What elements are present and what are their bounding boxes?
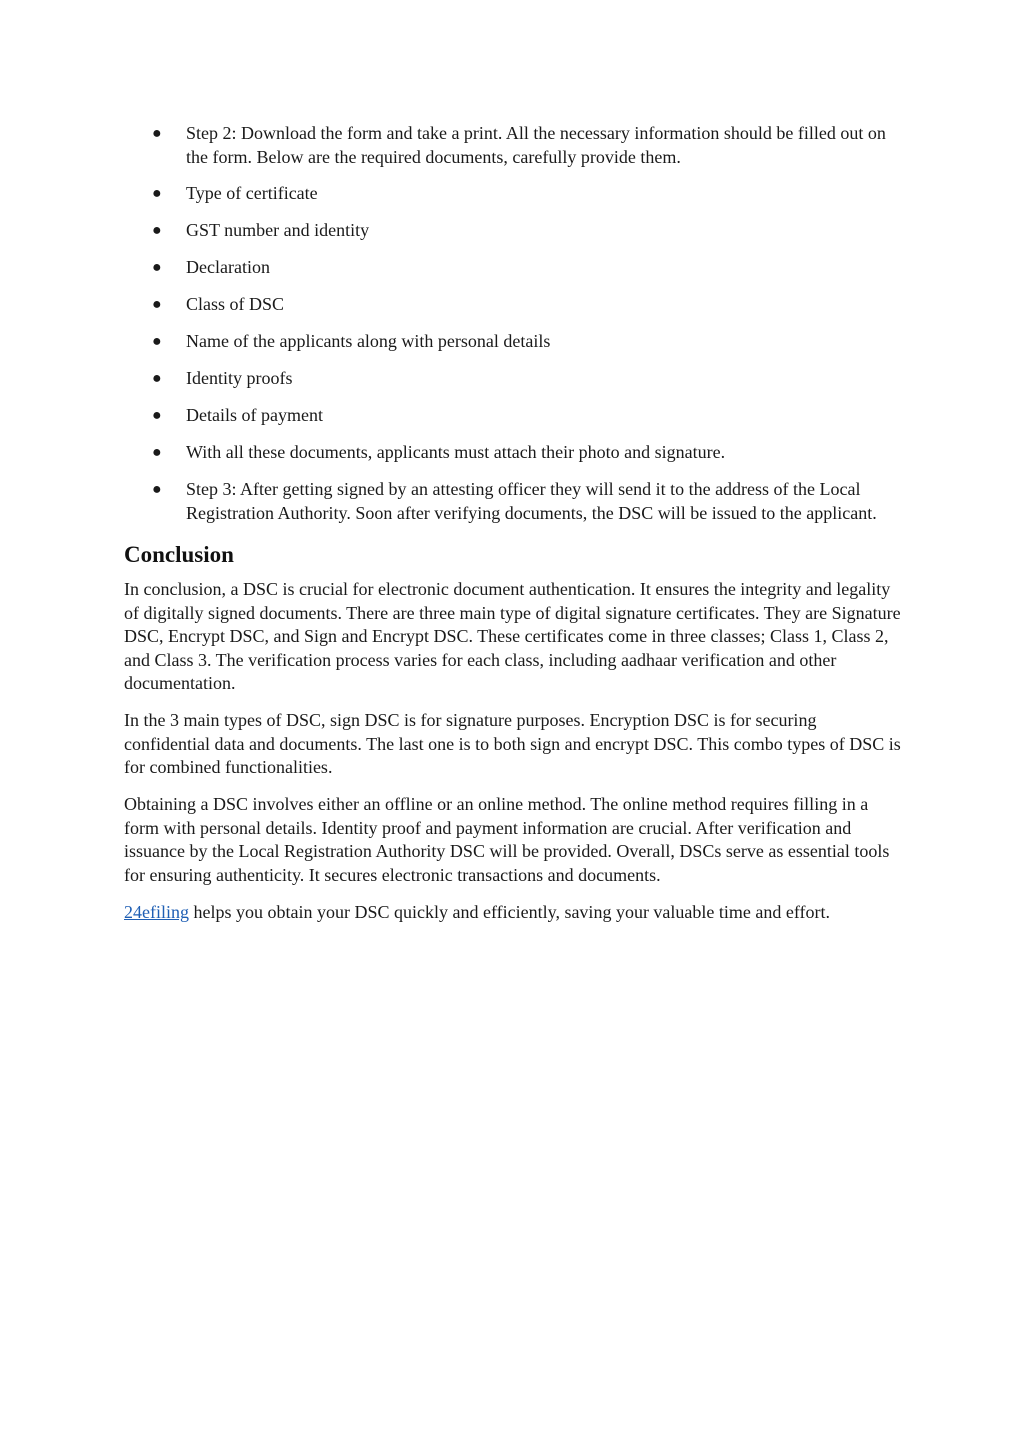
conclusion-paragraph-1: In conclusion, a DSC is crucial for electronic document authentication. It ensures the integrity and legality of digitally signed documents. There are three main type of digital signature certificates. They are Signature DSC, Encrypt DSC, and Sign and Encrypt DSC. These certificates come in three classes; Class 1, Class 2, and Class 3. The verification process varies for each class, including aadhaar verification and other documentation.: [124, 579, 901, 693]
step-3-text: Step 3: After getting signed by an attesting officer they will send it to the address of the Local Registration Authority. Soon after verifying documents, the DSC will be issued to the applicant.: [186, 479, 877, 523]
list-item: ● With all these documents, applicants must attach their photo and signature.: [124, 441, 904, 465]
list-item: ● Type of certificate: [124, 182, 904, 206]
step-2: [124, 122, 904, 169]
bullet-icon: ●: [152, 407, 162, 424]
document-page: [124, 122, 904, 938]
required-documents-list: [124, 182, 904, 465]
step-3: [124, 478, 904, 525]
bullet-icon: ●: [152, 296, 162, 313]
list-item: ● Name of the applicants along with personal details: [124, 330, 904, 354]
bullet-icon: ●: [152, 481, 162, 498]
bullet-icon: ●: [152, 185, 162, 202]
list-item: ● Class of DSC: [124, 293, 904, 317]
bullet-icon: ●: [152, 222, 162, 239]
bullet-icon: ●: [152, 370, 162, 387]
final-paragraph-text: helps you obtain your DSC quickly and efficiently, saving your valuable time and effort.: [189, 901, 831, 922]
bullet-icon: ●: [152, 125, 162, 142]
conclusion-paragraph-2: In the 3 main types of DSC, sign DSC is for signature purposes. Encryption DSC is for securing confidential data and documents. The last one is to both sign and encrypt DSC. This combo types of DSC is for combined functionalities.: [124, 710, 901, 777]
step-2-text: Step 2: Download the form and take a print. All the necessary information should be filled out on the form. Below are the required documents, carefully provide them.: [186, 123, 886, 167]
list-item: ● Details of payment: [124, 404, 904, 428]
conclusion-paragraph-3: Obtaining a DSC involves either an offline or an online method. The online method requires filling in a form with personal details. Identity proof and payment information are crucial. After verification and issuance by the Local Registration Authority DSC will be provided. Overall, DSCs serve as essential tools for ensuring authenticity. It secures electronic transactions and documents.: [124, 794, 890, 885]
bullet-icon: ●: [152, 259, 162, 276]
bullet-icon: ●: [152, 444, 162, 461]
list-item: ● Declaration: [124, 256, 904, 280]
list-item: ● Identity proofs: [124, 367, 904, 391]
bullet-icon: ●: [152, 333, 162, 350]
conclusion-heading: Conclusion: [124, 542, 234, 567]
24efiling-link[interactable]: 24efiling: [124, 901, 189, 922]
list-item: ● GST number and identity: [124, 219, 904, 243]
final-paragraph: [124, 901, 904, 925]
